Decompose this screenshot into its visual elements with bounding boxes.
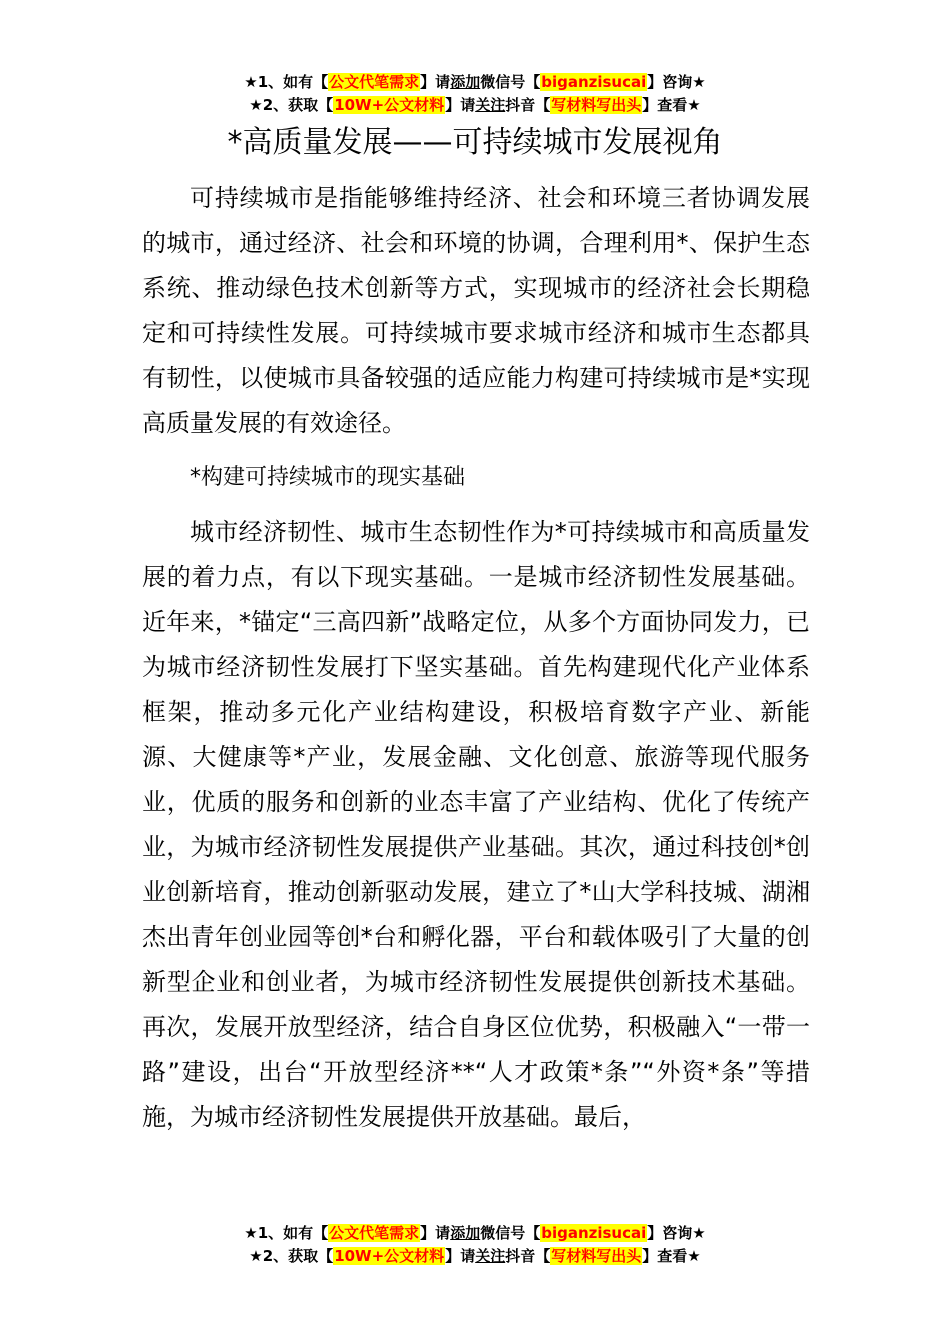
header-banner — [0, 72, 950, 118]
banner-line-2 — [0, 95, 950, 118]
banner-text: ★2、获取【 — [249, 96, 334, 114]
banner-text: 】请 — [445, 96, 476, 114]
highlight-service: 公文代笔需求 — [329, 1224, 420, 1242]
highlight-service: 公文代笔需求 — [329, 73, 420, 91]
document-body — [142, 176, 810, 1140]
highlight-wechat-id: biganzisucai — [541, 73, 647, 91]
banner-text: 】咨询★ — [647, 73, 706, 91]
banner-text: 】咨询★ — [647, 1224, 706, 1242]
document-title: *高质量发展——可持续城市发展视角 — [227, 125, 723, 160]
highlight-douyin-account: 写材料写出头 — [551, 1247, 642, 1265]
section-heading: *构建可持续城市的现实基础 — [190, 465, 466, 490]
banner-text: 微信号【 — [480, 73, 541, 91]
banner-text: 】查看★ — [642, 1247, 701, 1265]
banner-text: 】请 — [420, 73, 451, 91]
highlight-douyin-account: 写材料写出头 — [551, 96, 642, 114]
highlight-materials: 10W+公文材料 — [334, 96, 445, 114]
banner-text: 抖音【 — [505, 1247, 551, 1265]
banner-text: 抖音【 — [505, 96, 551, 114]
paragraph-intro: 可持续城市是指能够维持经济、社会和环境三者协调发展的城市，通过经济、社会和环境的协调，合理利用*、保护生态系统、推动绿色技术创新等方式，实现城市的经济社会长期稳定和可持续性发展。可持续城市要求城市经济和城市生态都具有韧性，以使城市具备较强的适应能力构建可持续城市是*实现高质量发展的有效途径。 — [142, 184, 810, 437]
banner-text: 微信号【 — [480, 1224, 541, 1242]
banner-underline: 添加 — [450, 1224, 481, 1242]
banner-text: ★1、如有【 — [244, 1224, 329, 1242]
paragraph-main: 城市经济韧性、城市生态韧性作为*可持续城市和高质量发展的着力点，有以下现实基础。一是城市经济韧性发展基础。近年来，*锚定“三高四新”战略定位，从多个方面协同发力，已为城市经济韧性发展打下坚实基础。首先构建现代化产业体系框架，推动多元化产业结构建设，积极培育数字产业、新能源、大健康等*产业，发展金融、文化创意、旅游等现代服务业，优质的服务和创新的业态丰富了产业结构、优化了传统产业，为城市经济韧性发展提供产业基础。其次，通过科技创*创业创新培育，推动创新驱动发展，建立了*山大学科技城、湖湘杰出青年创业园等创*台和孵化器，平台和载体吸引了大量的创新型企业和创业者，为城市经济韧性发展提供创新技术基础。再次，发展开放型经济，结合自身区位优势，积极融入“一带一路”建设，出台“开放型经济**“人才政策*条”“外资*条”等措施，为城市经济韧性发展提供开放基础。最后， — [142, 518, 810, 1131]
banner-text: 】请 — [420, 1224, 451, 1242]
highlight-materials: 10W+公文材料 — [334, 1247, 445, 1265]
banner-line-1 — [0, 1223, 950, 1246]
banner-underline: 添加 — [450, 73, 481, 91]
banner-text: ★1、如有【 — [244, 73, 329, 91]
banner-underline: 关注 — [475, 1247, 506, 1265]
banner-underline: 关注 — [475, 96, 506, 114]
banner-text: ★2、获取【 — [249, 1247, 334, 1265]
highlight-wechat-id: biganzisucai — [541, 1224, 647, 1242]
banner-line-2 — [0, 1246, 950, 1269]
footer-banner — [0, 1223, 950, 1269]
banner-text: 】查看★ — [642, 96, 701, 114]
banner-text: 】请 — [445, 1247, 476, 1265]
banner-line-1 — [0, 72, 950, 95]
